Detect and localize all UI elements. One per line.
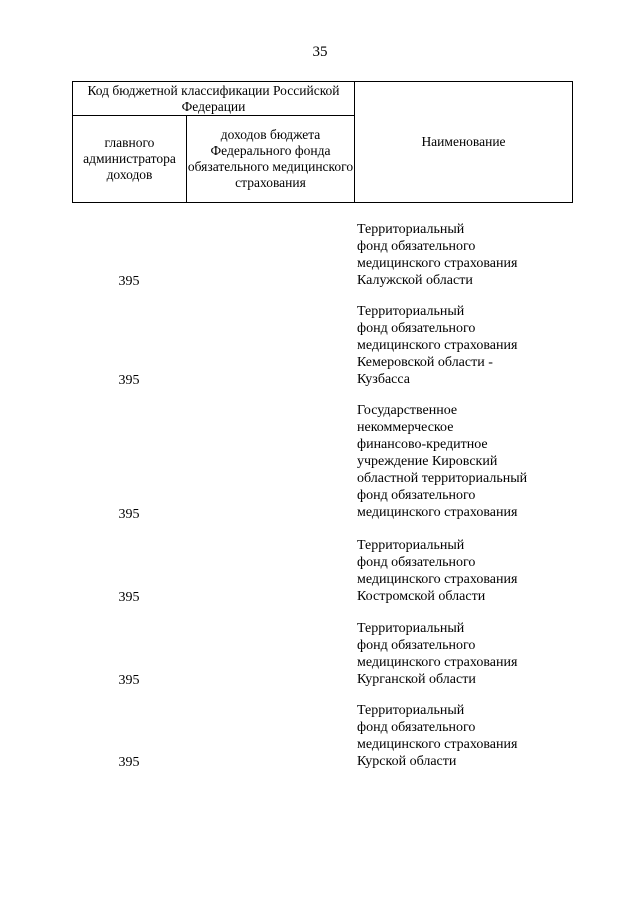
header-budget-classification-code: Код бюджетной классификации Российской Федерации <box>73 82 355 116</box>
table-row <box>72 303 573 389</box>
table-row <box>72 537 573 606</box>
row-code: 395 <box>118 373 140 388</box>
row-name: Территориальный фонд обязательного медицинского страхования Кемеровской области - Кузбасса <box>357 304 518 387</box>
table-row <box>72 620 573 689</box>
header-main-administrator: главного администратора доходов <box>73 116 187 202</box>
page-number: 35 <box>312 44 328 60</box>
table-row <box>72 221 573 290</box>
row-code: 395 <box>118 673 140 688</box>
table-row <box>72 402 573 523</box>
row-name: Территориальный фонд обязательного медицинского страхования Курской области <box>357 703 518 769</box>
row-code: 395 <box>118 755 140 770</box>
table-row <box>72 702 573 771</box>
row-name: Государственное некоммерческое финансово-кредитное учреждение Кировский областной территориальный фонд обязательного медицинского страхования <box>357 403 528 520</box>
row-code: 395 <box>118 274 140 289</box>
row-name: Территориальный фонд обязательного медицинского страхования Калужской области <box>357 222 518 288</box>
row-name: Территориальный фонд обязательного медицинского страхования Курганской области <box>357 621 518 687</box>
table-header <box>72 81 573 203</box>
header-fund-income: доходов бюджета Федерального фонда обязательного медицинского страхования <box>187 116 355 202</box>
row-code: 395 <box>118 507 140 522</box>
header-name: Наименование <box>421 134 506 149</box>
row-code: 395 <box>118 590 140 605</box>
row-name: Территориальный фонд обязательного медицинского страхования Костромской области <box>357 538 518 604</box>
